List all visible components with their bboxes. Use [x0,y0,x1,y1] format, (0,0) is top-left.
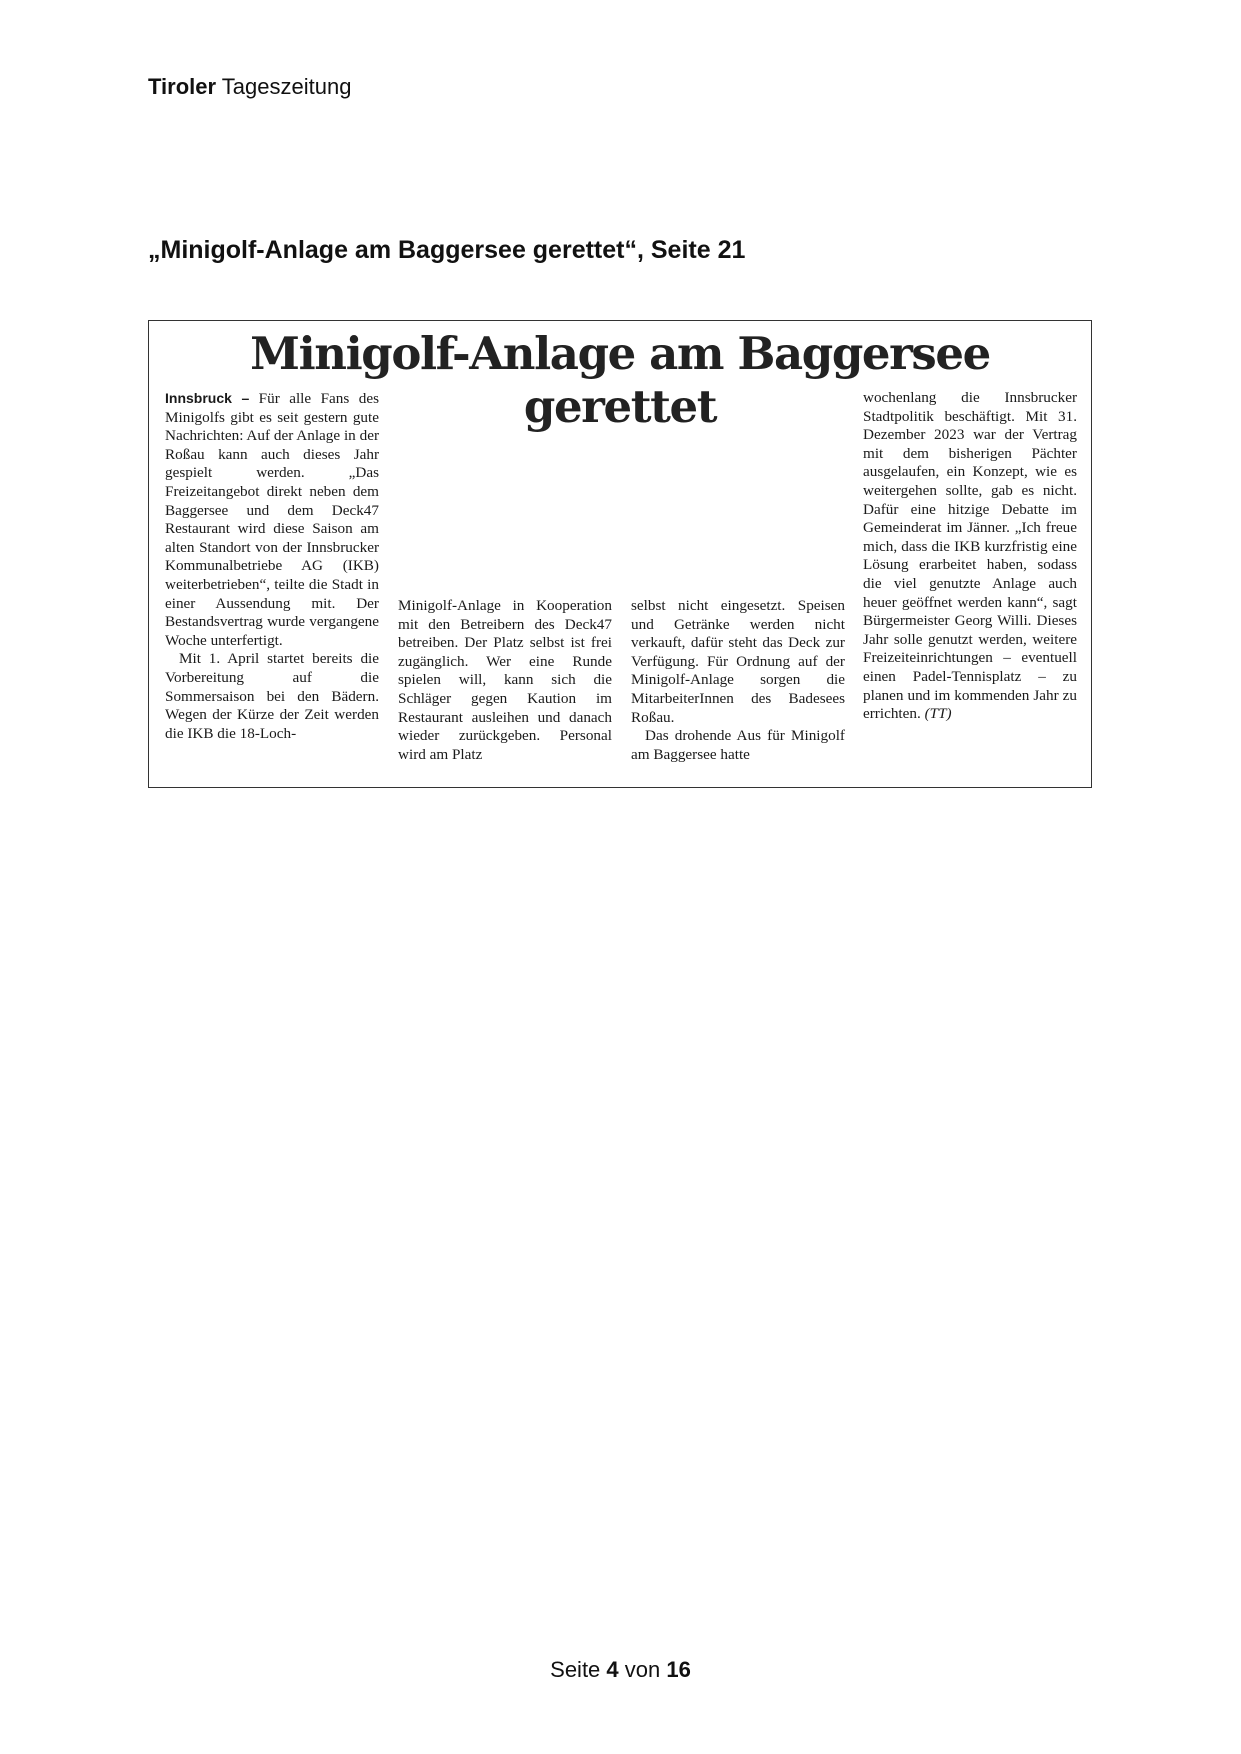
article-column-2 [398,597,612,764]
brand-bold: Tiroler [148,74,217,99]
paragraph: Mit 1. April startet bereits die Vorbereitung auf die Sommersaison bei den Bädern. Wegen der Kürze der Zeit werden die IKB die 18-Loch- [165,650,379,742]
signature: (TT) [924,705,952,723]
page-middle: von [618,1657,667,1682]
dateline: Innsbruck – [165,390,250,406]
paragraph-text: Für alle Fans des Minigolfs gibt es seit gestern gute Nachrichten: Auf der Anlage in der Roßau kann auch dieses Jahr gespielt werden. „Das Freizeitangebot direkt neben dem Baggersee und dem Deck47 Restaurant wird diese Saison am alten Standort von der Innsbrucker Kommunalbetriebe AG (IKB) weiterbetrieben“, teilte die Stadt in einer Aussendung mit. Der Bestandsvertrag wurde vergangene Woche unterfertigt. [165,390,379,649]
paragraph [165,389,379,650]
total-pages: 16 [666,1657,691,1682]
page-number [0,1657,1241,1683]
article-clipping [148,320,1092,788]
paragraph-text: wochenlang die Innsbrucker Stadtpolitik beschäftigt. Mit 31. Dezember 2023 war der Vertrag mit dem bisherigen Pächter ausgelaufen, ein Konzept, wie es weitergehen sollte, gab es nicht. Dafür eine hitzige Debatte im Gemeinderat im Jänner. „Ich freue mich, dass die IKB kurzfristig eine Lösung erarbeitet haben, sodass die viel genutzte Anlage auch heuer geöffnet werden kann“, sagt Bürgermeister Georg Willi. Dieses Jahr solle genutzt werden, weitere Freizeiteinrichtungen – eventuell einen Padel-Tennisplatz – zu planen und im kommenden Jahr zu errichten. [863,389,1077,723]
paragraph: Das drohende Aus für Minigolf am Baggersee hatte [631,727,845,763]
reference-title: „Minigolf-Anlage am Baggersee gerettet“, Seite 21 [148,236,746,264]
publication-header [148,74,351,100]
paragraph [863,389,1077,724]
paragraph: selbst nicht eingesetzt. Speisen und Getränke werden nicht verkauft, dafür steht das Deck zur Verfügung. Für Ordnung auf der Minigolf-Anlage sorgen die MitarbeiterInnen des Badesees Roßau. [631,597,845,726]
article-column-1 [165,389,379,743]
article-column-4 [863,389,1077,724]
page-prefix: Seite [550,1657,607,1682]
paragraph: Minigolf-Anlage in Kooperation mit den Betreibern des Deck47 betreiben. Der Platz selbst ist frei zugänglich. Wer eine Runde spielen will, kann sich die Schläger gegen Kaution im Restaurant ausleihen und danach wieder zurückgeben. Personal wird am Platz [398,597,612,763]
article-headline: Minigolf-Anlage am Baggersee gerettet [250,327,990,433]
brand-regular: Tageszeitung [221,74,352,99]
current-page: 4 [606,1657,619,1682]
article-column-3 [631,597,845,764]
